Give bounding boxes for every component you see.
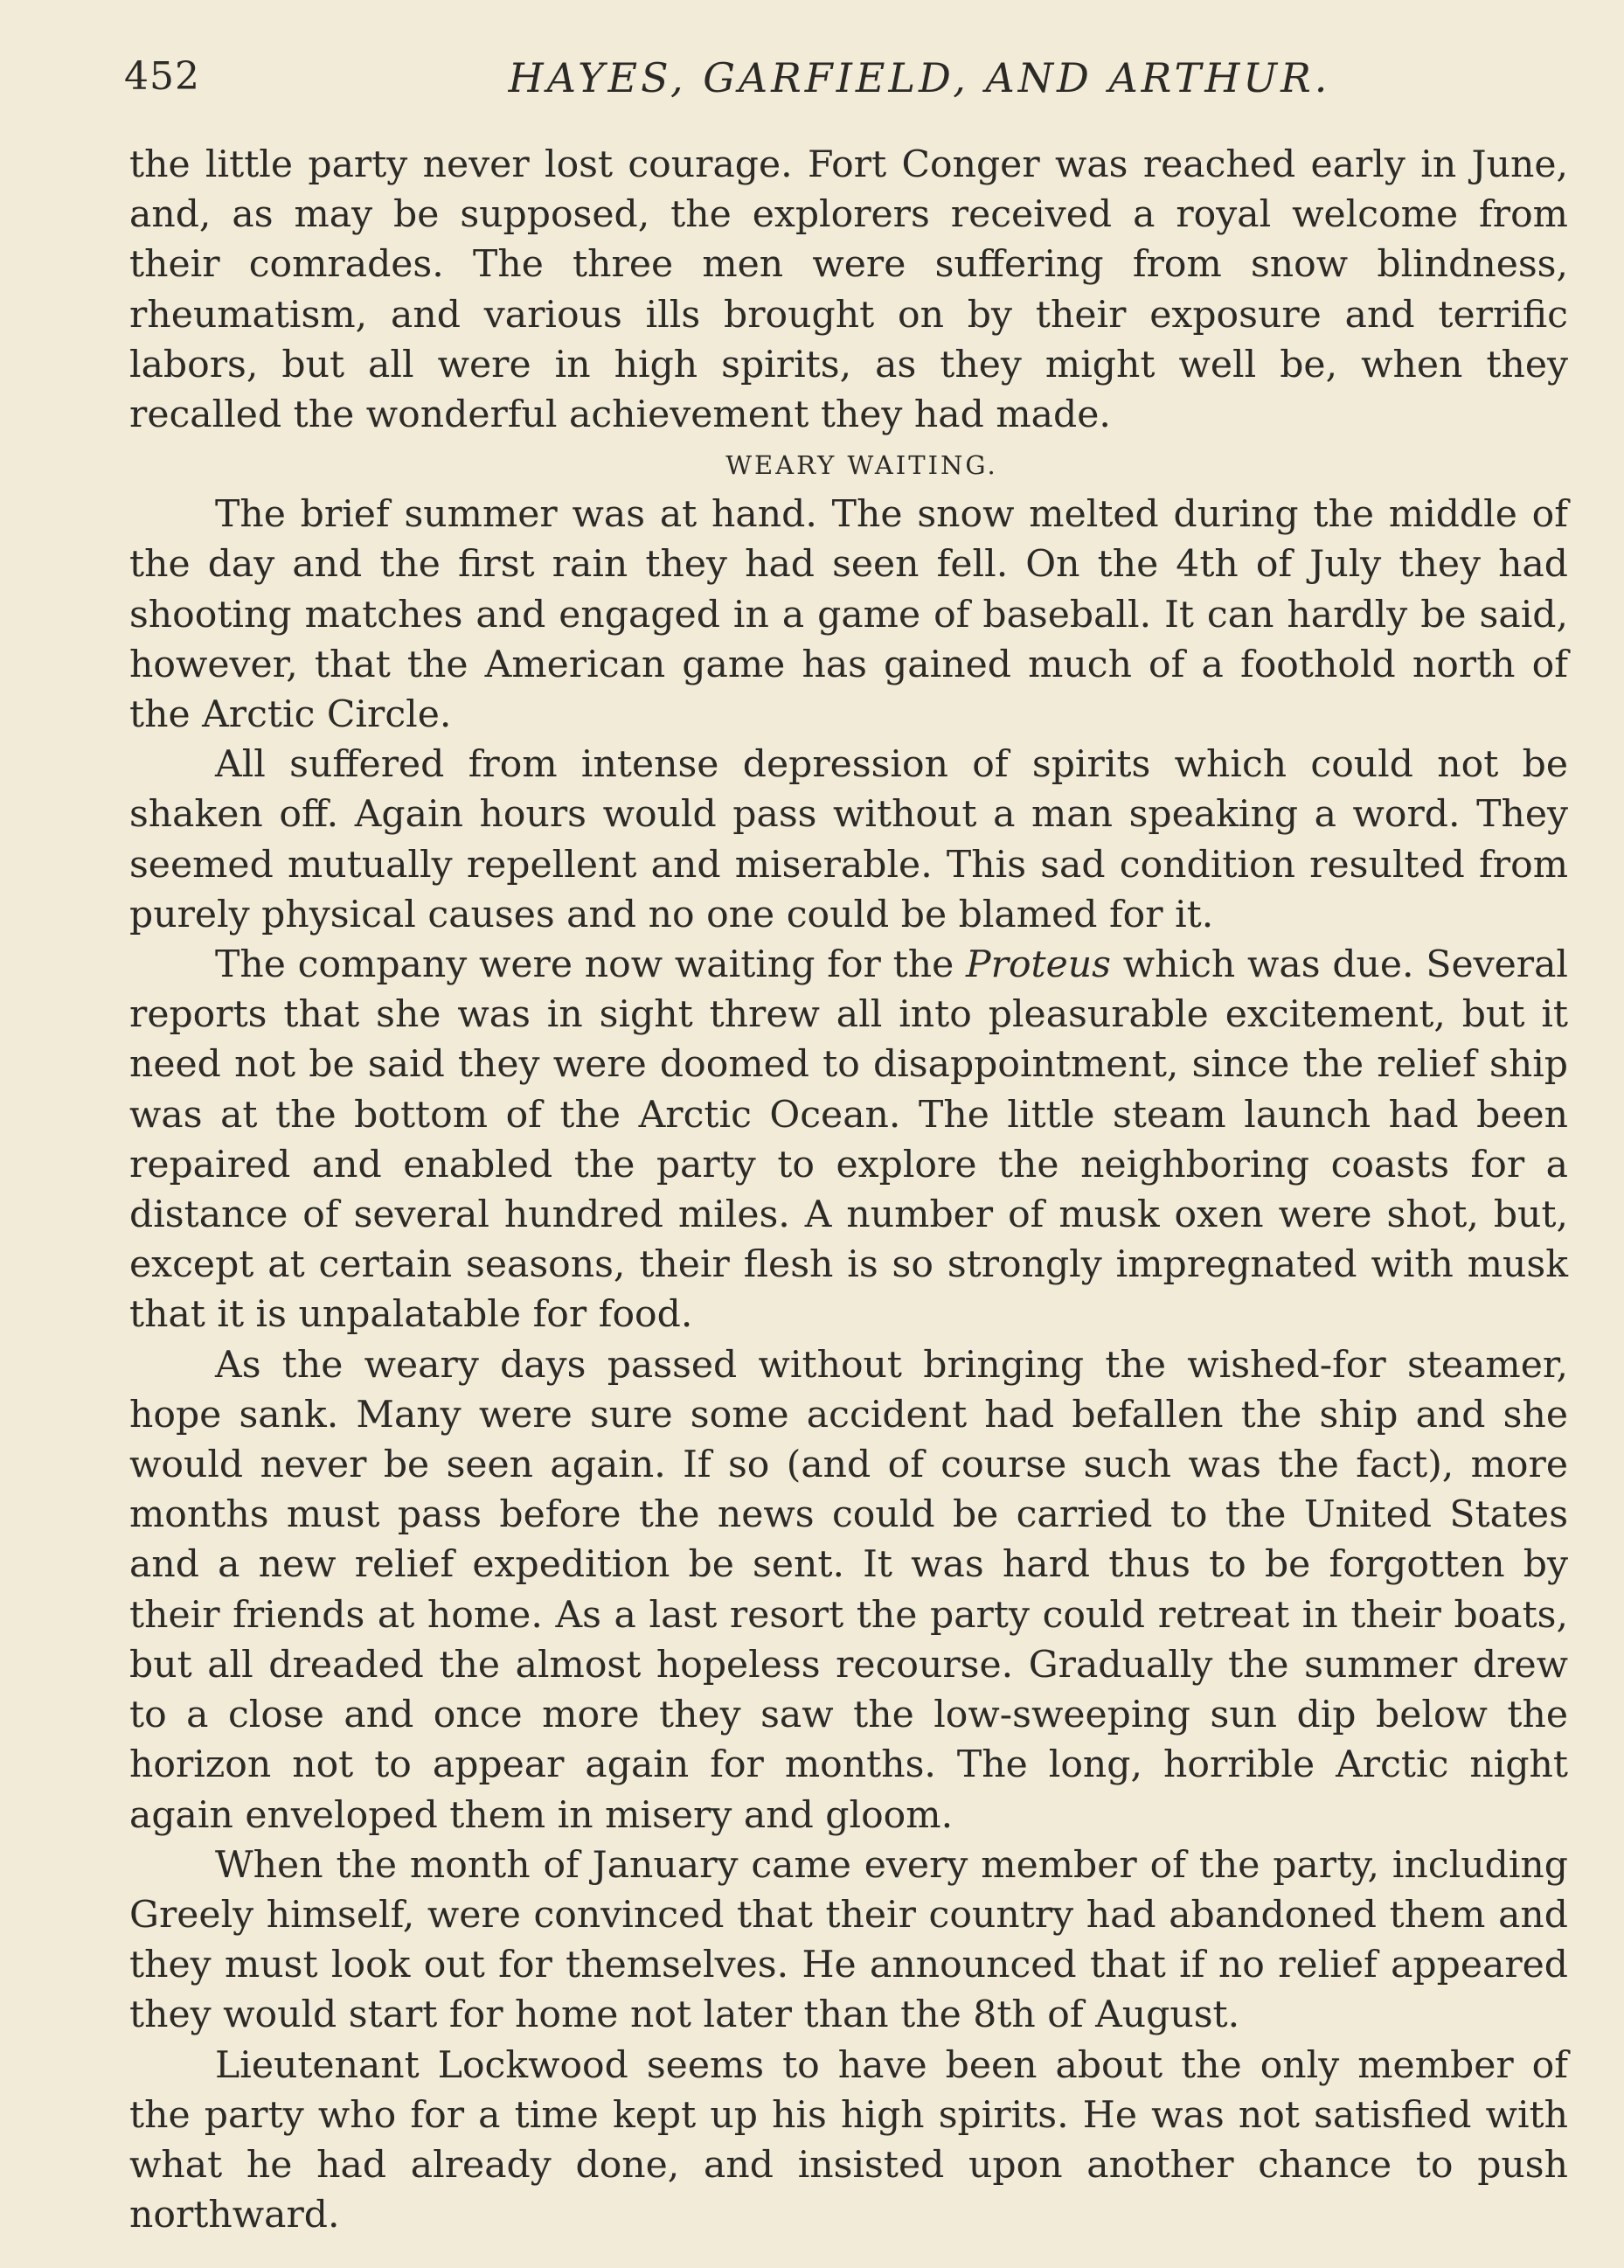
page-body xyxy=(129,140,1568,2240)
paragraph-summer: The brief summer was at hand. The snow melted during the middle of the day and the first rain they had seen fell. On the 4th of July they had shooting matches and engaged in a game of baseball. It can hardly be said, however, that the American game has gained much of a foothold north of the Arctic Circle. xyxy=(129,493,1568,737)
paragraph-proteus-rest: which was due. Several reports that she was in sight threw all into pleasurable excitement, but it need not be said they were doomed to disappointment, since the relief ship was at the bottom of the Arctic Ocean. The little steam launch had been repaired and enabled the party to explore the neighboring coasts for a distance of several hundred miles. A number of musk oxen were shot, but, except at certain seasons, their flesh is so strongly impregnated with musk that it is unpalatable for food. xyxy=(129,943,1568,1337)
paragraph-lockwood: Lieutenant Lockwood seems to have been about the only member of the party who for a time kept up his high spirits. He was not satisfied with what he had already done, and insisted upon another chance to push northward. xyxy=(129,2043,1568,2237)
page-number: 452 xyxy=(124,54,200,99)
paragraph-weary-days: As the weary days passed without bringing the wished-for steamer, hope sank. Many were sure some accident had befallen the ship and she would never be seen again. If so (and of course such was the fact), more months must pass before the news could be carried to the United States and a new relief expedition be sent. It was hard thus to be forgotten by their friends at home. As a last resort the party could retreat in their boats, but all dreaded the almost hopeless recourse. Gradually the summer drew to a close and once more they saw the low-sweeping sun dip below the horizon not to appear again for months. The long, horrible Arctic night again enveloped them in misery and gloom. xyxy=(129,1343,1568,1837)
paragraph-depression: All suffered from intense depression of spirits which could not be shaken off. Again hours would pass without a man speaking a word. They seemed mutually repellent and miserable. This sad condition resulted from purely physical causes and no one could be blamed for it. xyxy=(129,743,1568,936)
section-heading: WEARY WAITING. xyxy=(725,450,998,481)
paragraph-proteus xyxy=(129,940,1568,1340)
paragraph-proteus-lead: The company were now waiting for the xyxy=(215,943,967,987)
page-header xyxy=(124,54,1566,115)
ship-name-proteus: Proteus xyxy=(966,943,1111,987)
running-title: HAYES, GARFIELD, AND ARTHUR. xyxy=(508,54,1331,101)
paragraph-continuation: the little party never lost courage. Fort Conger was reached early in June, and, as may be supposed, the explorers received a royal welcome from their comrades. The three men were suffering from snow blindness, rheumatism, and various ills brought on by their exposure and terrific labors, but all were in high spirits, as they might well be, when they recalled the wonderful achievement they had made. xyxy=(129,143,1568,437)
paragraph-january: When the month of January came every member of the party, including Greely himself, were convinced that their country had abandoned them and they must look out for themselves. He announced that if no relief appeared they would start for home not later than the 8th of August. xyxy=(129,1843,1568,2037)
